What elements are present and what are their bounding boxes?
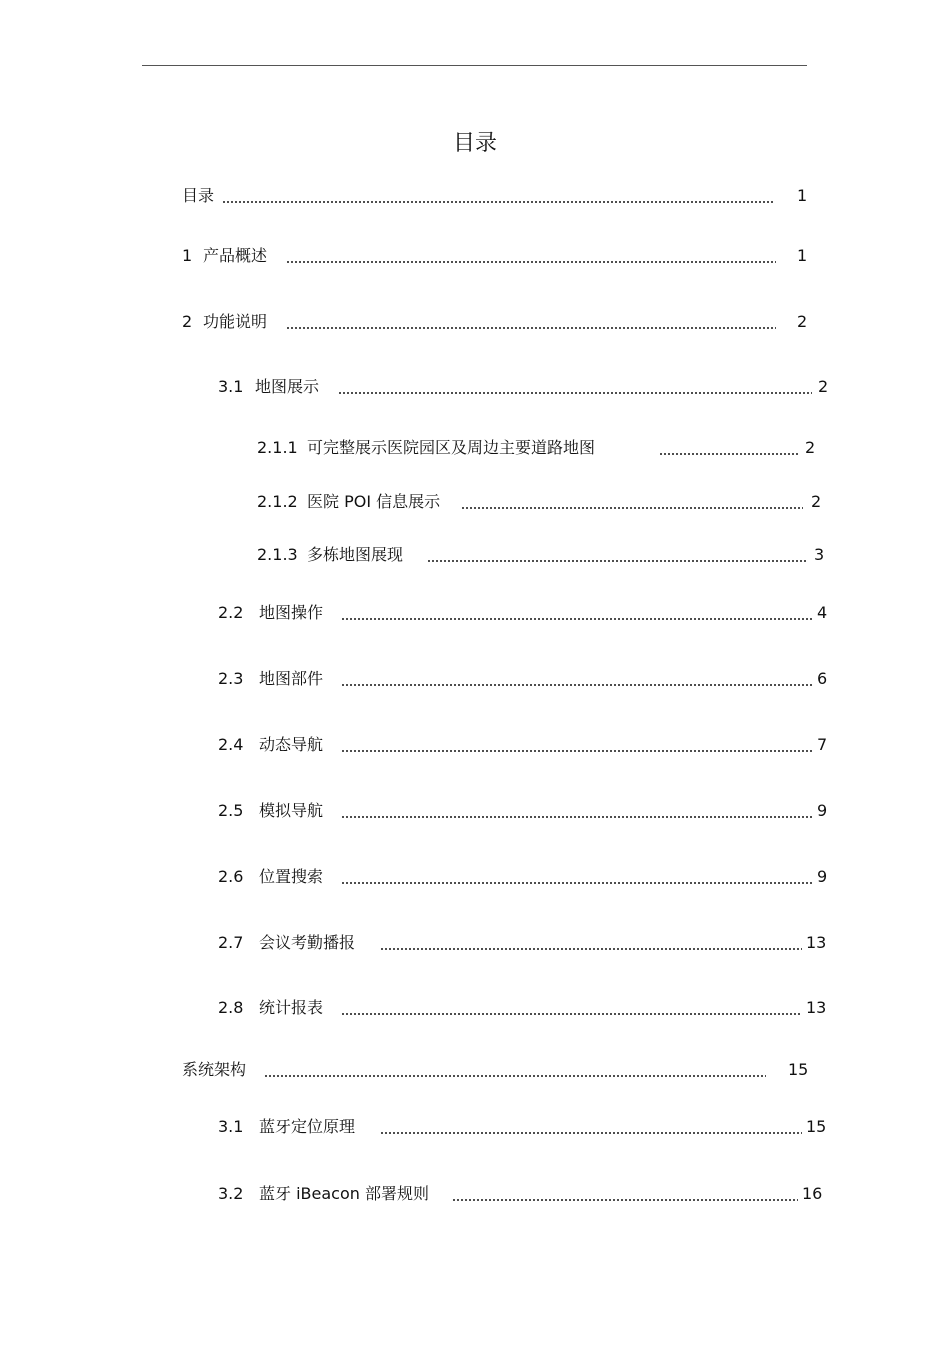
toc-leader <box>452 1182 798 1206</box>
toc-entry-label: 统计报表 <box>259 998 324 1017</box>
toc-leader <box>380 1115 802 1139</box>
toc-entry-number: 2.7 <box>218 933 244 952</box>
toc-entry-label: 系统架构 <box>182 1060 247 1079</box>
toc-entry-label: 地图展示 <box>255 377 320 396</box>
toc-entry-label: 产品概述 <box>203 246 268 265</box>
toc-entry-page: 13 <box>806 998 827 1017</box>
toc-entry-number: 2 <box>182 312 193 331</box>
toc-entry[interactable] <box>218 1115 830 1139</box>
page-title: 目录 <box>452 131 497 156</box>
toc-entry[interactable] <box>257 490 827 514</box>
toc-leader <box>427 543 807 567</box>
toc-entry-label: 蓝牙定位原理 <box>259 1117 356 1136</box>
toc-entry-page: 3 <box>814 545 825 564</box>
toc-entry-page: 6 <box>817 669 828 688</box>
toc-entry-number: 2.4 <box>218 735 244 754</box>
toc-leader <box>264 1058 766 1082</box>
toc-leader <box>461 490 803 514</box>
toc-entry[interactable] <box>182 244 822 268</box>
toc-entry[interactable] <box>218 601 830 625</box>
toc-entry-number: 3.1 <box>218 1117 244 1136</box>
toc-entry-number: 2.8 <box>218 998 244 1017</box>
toc-entry-page: 2 <box>818 377 829 396</box>
toc-entry-label: 模拟导航 <box>259 801 324 820</box>
toc-leader <box>338 375 812 399</box>
toc-leader <box>659 436 799 460</box>
toc-entry-page: 9 <box>817 867 828 886</box>
toc-entry-number: 3.2 <box>218 1184 244 1203</box>
toc-entry-label: 蓝牙 iBeacon 部署规则 <box>259 1184 429 1203</box>
toc-entry-number: 2.1.2 <box>257 492 298 511</box>
toc-entry-label: 地图部件 <box>259 669 324 688</box>
toc-entry[interactable] <box>218 667 830 691</box>
toc-entry-page: 16 <box>802 1184 823 1203</box>
toc-entry-number: 2.1.3 <box>257 545 298 564</box>
toc-leader <box>380 931 802 955</box>
toc-entry[interactable] <box>182 184 822 208</box>
toc-entry-page: 13 <box>806 933 827 952</box>
toc-entry[interactable] <box>257 436 827 460</box>
toc-entry-label: 动态导航 <box>259 735 324 754</box>
header-rule <box>142 65 807 66</box>
toc-leader <box>341 865 813 889</box>
toc-entry-page: 2 <box>811 492 822 511</box>
toc-entry-label: 会议考勤播报 <box>259 933 356 952</box>
toc-entry[interactable] <box>182 1058 822 1082</box>
toc-entry-number: 3.1 <box>218 377 244 396</box>
toc-entry-page: 2 <box>805 438 816 457</box>
toc-entry-page: 1 <box>797 186 808 205</box>
toc-leader <box>341 733 813 757</box>
toc-leader <box>341 667 813 691</box>
toc-entry[interactable] <box>218 931 830 955</box>
toc-entry-label: 可完整展示医院园区及周边主要道路地图 <box>307 438 596 457</box>
toc-entry[interactable] <box>218 733 830 757</box>
toc-leader <box>286 244 776 268</box>
toc-entry[interactable] <box>218 865 830 889</box>
toc-entry-label: 地图操作 <box>259 603 324 622</box>
toc-entry-page: 4 <box>817 603 828 622</box>
toc-entry-label: 医院 POI 信息展示 <box>307 492 441 511</box>
toc-entry-page: 1 <box>797 246 808 265</box>
toc-entry-number: 1 <box>182 246 193 265</box>
toc-entry-page: 9 <box>817 801 828 820</box>
toc-entry-label: 目录 <box>182 186 215 205</box>
toc-entry-label: 位置搜索 <box>259 867 324 886</box>
toc-leader <box>341 799 813 823</box>
toc-entry-number: 2.3 <box>218 669 244 688</box>
toc-leader <box>341 601 813 625</box>
toc-leader <box>286 310 776 334</box>
toc-leader <box>222 184 774 208</box>
toc-entry-label: 功能说明 <box>203 312 268 331</box>
toc-entry-number: 2.6 <box>218 867 244 886</box>
toc-entry[interactable] <box>257 543 827 567</box>
toc-entry-label: 多栋地图展现 <box>307 545 404 564</box>
toc-entry-number: 2.1.1 <box>257 438 298 457</box>
toc-entry-page: 15 <box>806 1117 827 1136</box>
toc-entry[interactable] <box>218 799 830 823</box>
toc-entry-page: 7 <box>817 735 828 754</box>
toc-leader <box>341 996 802 1020</box>
toc-entry-number: 2.5 <box>218 801 244 820</box>
toc-entry-number: 2.2 <box>218 603 244 622</box>
toc-entry[interactable] <box>218 996 830 1020</box>
toc-entry[interactable] <box>218 375 830 399</box>
toc-entry[interactable] <box>182 310 822 334</box>
toc-entry-page: 15 <box>788 1060 809 1079</box>
toc-entry[interactable] <box>218 1182 830 1206</box>
toc-entry-page: 2 <box>797 312 808 331</box>
